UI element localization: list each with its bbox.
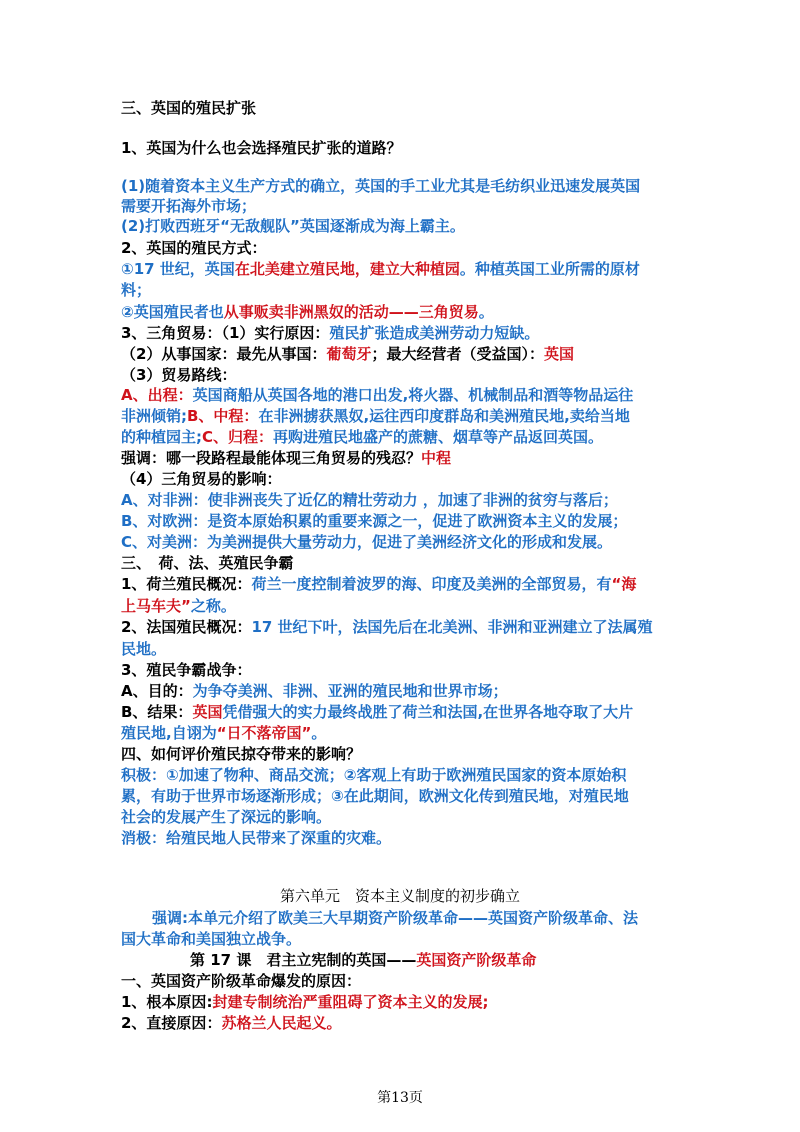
label-span: 1、荷兰殖民概况： (121, 575, 252, 593)
section-heading: 三、 荷、法、英殖民争霸 (121, 554, 294, 572)
label-span: 2、直接原因： (121, 1014, 222, 1032)
text-span: 。种植英国工业所需的原材 (459, 260, 640, 278)
question-heading: 2、英国的殖民方式： (121, 239, 267, 257)
text-span: 。 (478, 303, 494, 321)
colony-line: 民地。 (121, 640, 167, 658)
emphasis-line (121, 448, 691, 468)
highlight-span: 从事贩卖非洲黑奴的活动——三角贸易 (223, 303, 479, 321)
unit-emphasis: 国大革命和美国独立战争。 (121, 930, 302, 948)
lesson-title (190, 950, 760, 970)
label-span: 1、根本原因: (121, 993, 213, 1011)
highlight-span: 上马车夫” (121, 597, 191, 615)
text-span: 凭借强大的实力最终战胜了荷兰和法国,在世界各地夺取了大片 (222, 703, 634, 721)
route-line (121, 427, 691, 447)
text-span: 17 世纪下叶，法国先后在北美洲、非洲和亚洲建立了法属殖 (251, 618, 653, 636)
text-span: 再购进殖民地盛产的蔗糖、烟草等产品返回英国。 (273, 428, 604, 446)
label-span: ；最大经营者（受益国）： (371, 345, 544, 363)
highlight-span: 英国 (192, 703, 223, 721)
text-span: ②英国殖民者也 (121, 303, 224, 321)
label-span: （2）从事国家：最先从事国： (121, 345, 327, 363)
war-line (121, 723, 691, 743)
question-heading: 1、英国为什么也会选择殖民扩张的道路？ (121, 139, 402, 157)
route-line (121, 385, 691, 405)
colony-line (121, 596, 691, 616)
highlight-span: B、中程： (187, 407, 259, 425)
colony-line (121, 617, 691, 637)
evaluation-line: 积极：①加速了物种、商品交流；②客观上有助于欧洲殖民国家的资本原始积 (121, 766, 627, 784)
method-line (121, 302, 691, 322)
section-heading: 一、英国资产阶级革命爆发的原因： (121, 972, 362, 990)
section-heading: 四、如何评价殖民掠夺带来的影响？ (121, 745, 362, 763)
question-heading: 3、殖民争霸战争： (121, 661, 252, 679)
trade-line: （4）三角贸易的影响： (121, 470, 282, 488)
highlight-span: 中程 (421, 449, 452, 467)
evaluation-line: 社会的发展产生了深远的影响。 (121, 808, 332, 826)
text-span: 殖民扩张造成美洲劳动力短缺。 (329, 324, 540, 342)
war-line (121, 681, 691, 701)
impact-line: C、对美洲：为美洲提供大量劳动力，促进了美洲经济文化的形成和发展。 (121, 533, 613, 551)
label-span: A、目的： (121, 682, 193, 700)
label-span: 2、法国殖民概况： (121, 618, 252, 636)
trade-line: （3）贸易路线： (121, 366, 237, 384)
trade-line (121, 323, 691, 343)
text-span: 为争夺美洲、非洲、亚洲的殖民地和世界市场； (192, 682, 508, 700)
label-span: 强调：哪一段路程最能体现三角贸易的残忍？ (121, 449, 422, 467)
route-line (121, 406, 691, 426)
method-line: 料； (121, 281, 152, 299)
text-span: 非洲倾销; (121, 407, 187, 425)
answer-line: 需要开拓海外市场； (121, 197, 257, 215)
highlight-span: “海 (611, 575, 637, 593)
unit-title: 第六单元 资本主义制度的初步确立 (279, 887, 520, 905)
text-span: 殖民地,自诩为 (121, 724, 217, 742)
impact-line: B、对欧洲：是资本原始积累的重要来源之一，促进了欧洲资本主义的发展； (121, 512, 628, 530)
highlight-span: 英国资产阶级革命 (416, 951, 537, 969)
text-span: 。 (311, 724, 327, 742)
text-span: 荷兰一度控制着波罗的海、印度及美洲的全部贸易，有 (251, 575, 612, 593)
highlight-span: “日不落帝国” (216, 724, 312, 742)
text-span: ①17 世纪，英国 (121, 260, 235, 278)
highlight-span: A、出程： (121, 386, 193, 404)
unit-emphasis: 强调:本单元介绍了欧美三大早期资产阶级革命——英国资产阶级革命、法 (152, 909, 639, 927)
highlight-span: 英国 (543, 345, 574, 363)
text-span: 的种植园主; (121, 428, 202, 446)
highlight-span: 在北美建立殖民地，建立大种植园 (234, 260, 460, 278)
text-span: 英国商船从英国各地的港口出发,将火器、机械制品和酒等物品运往 (192, 386, 634, 404)
answer-line: (1)随着资本主义生产方式的确立，英国的手工业尤其是毛纺织业迅速发展英国 (121, 177, 641, 195)
text-span: 之称。 (190, 597, 236, 615)
cause-line (121, 1013, 691, 1033)
label-span: B、结果： (121, 703, 193, 721)
highlight-span: 封建专制统治严重阻碍了资本主义的发展; (212, 993, 489, 1011)
answer-line: (2)打败西班牙“无敌舰队”英国逐渐成为海上霸主。 (121, 217, 465, 235)
cause-line (121, 992, 691, 1012)
label-span: 3、三角贸易：（1）实行原因： (121, 324, 330, 342)
evaluation-line: 累，有助于世界市场逐渐形成；③在此期间，欧洲文化传到殖民地，对殖民地 (121, 787, 629, 805)
impact-line: A、对非洲：使非洲丧失了近亿的精壮劳动力 ，加速了非洲的贫穷与落后； (121, 491, 618, 509)
page-number: 第13页 (377, 1090, 423, 1106)
evaluation-line: 消极：给殖民地人民带来了深重的灾难。 (121, 829, 392, 847)
highlight-span: 葡萄牙 (326, 345, 372, 363)
trade-line (121, 344, 691, 364)
highlight-span: C、归程： (202, 428, 274, 446)
highlight-span: 苏格兰人民起义。 (221, 1014, 342, 1032)
label-span: 第 17 课 君主立宪制的英国—— (190, 951, 417, 969)
text-span: 在非洲掳获黑奴,运往西印度群岛和美洲殖民地,卖给当地 (258, 407, 630, 425)
section-heading: 三、英国的殖民扩张 (121, 99, 257, 117)
method-line (121, 259, 691, 279)
war-line (121, 702, 691, 722)
colony-line (121, 574, 691, 594)
